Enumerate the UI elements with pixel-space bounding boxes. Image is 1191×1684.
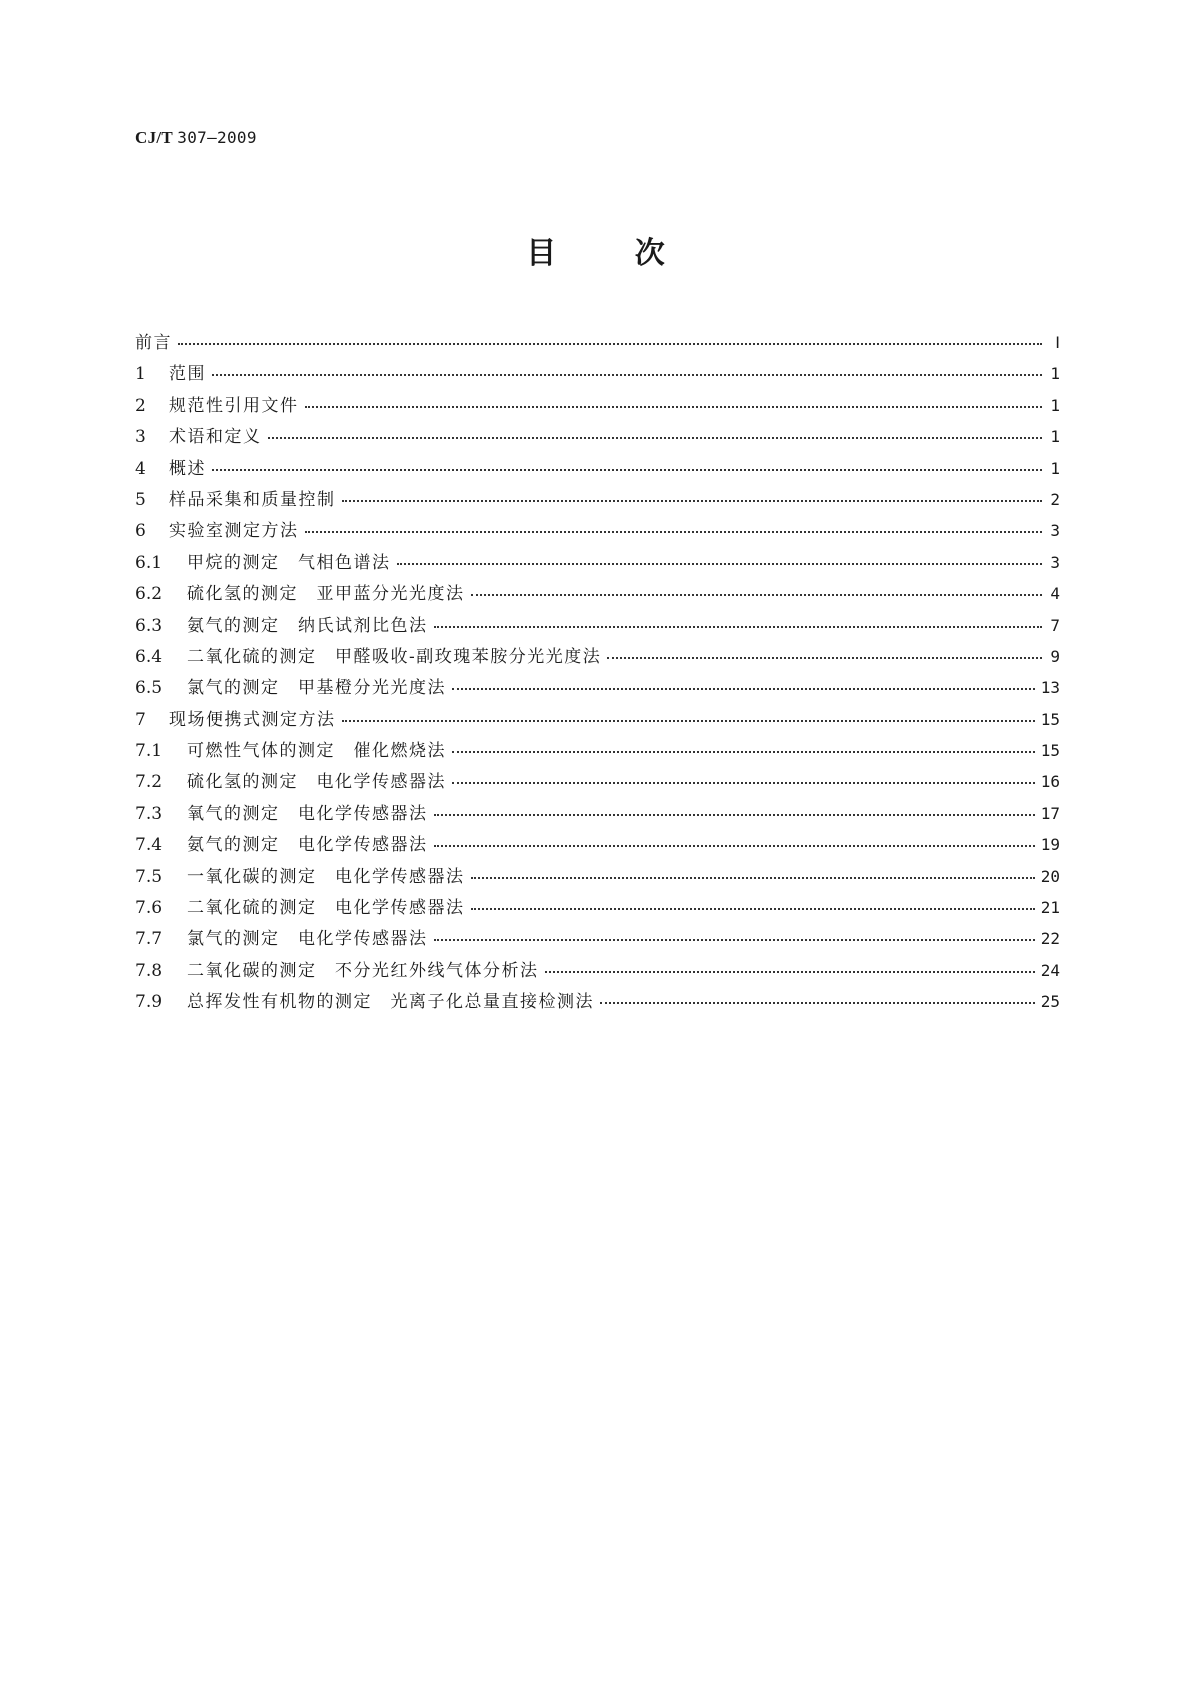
- toc-entry-number: 6.5: [135, 678, 163, 699]
- toc-entry-title: 二氧化硫的测定 甲醛吸收-副玫瑰苯胺分光光度法: [187, 646, 602, 667]
- toc-entry-number: 7.5: [135, 866, 163, 887]
- toc-entry[interactable]: [135, 548, 1060, 579]
- toc-leader-dots: [600, 1001, 1035, 1004]
- toc-entry-number: 1: [135, 364, 146, 385]
- toc-entry-title: 硫化氢的测定 亚甲蓝分光光度法: [187, 584, 465, 605]
- toc-entry[interactable]: [135, 799, 1060, 830]
- toc-leader-dots: [178, 342, 1042, 345]
- toc-entry[interactable]: [135, 359, 1060, 390]
- toc-entry-title: 规范性引用文件: [169, 395, 299, 416]
- toc-entry-title: 术语和定义: [169, 427, 262, 448]
- toc-entry-page: Ⅰ: [1055, 333, 1060, 352]
- toc-entry[interactable]: [135, 516, 1060, 547]
- toc-entry-number: 6.3: [135, 615, 163, 636]
- toc-entry[interactable]: [135, 485, 1060, 516]
- toc-leader-dots: [342, 499, 1043, 502]
- toc-entry[interactable]: [135, 893, 1060, 924]
- toc-leader-dots: [434, 625, 1043, 628]
- toc-entry-title: 现场便携式测定方法: [169, 709, 336, 730]
- toc-entry-number: 7: [135, 709, 146, 730]
- toc-entry-number: 7.2: [135, 772, 163, 793]
- toc-entry-page: 21: [1040, 898, 1060, 918]
- toc-entry-title: 概述: [169, 458, 206, 479]
- toc-entry-page: 25: [1040, 992, 1060, 1012]
- toc-entry-title: 硫化氢的测定 电化学传感器法: [187, 772, 446, 793]
- toc-leader-dots: [434, 938, 1035, 941]
- toc-entry-number: 4: [135, 458, 146, 479]
- toc-entry-page: 3: [1050, 552, 1060, 572]
- toc-entry-page: 1: [1050, 395, 1060, 415]
- toc-entry-title: 氧气的测定 电化学传感器法: [187, 803, 428, 824]
- toc-entry-title: 一氧化碳的测定 电化学传感器法: [187, 866, 465, 887]
- standard-code-number: 307—2009: [177, 128, 257, 147]
- toc-leader-dots: [452, 687, 1035, 690]
- toc-entry-number: 3: [135, 427, 146, 448]
- toc-entry-page: 9: [1050, 646, 1060, 666]
- toc-leader-dots: [452, 781, 1035, 784]
- toc-entry-title: 甲烷的测定 气相色谱法: [187, 552, 391, 573]
- toc-entry-title: 范围: [169, 364, 206, 385]
- toc-leader-dots: [434, 844, 1035, 847]
- toc-leader-dots: [434, 813, 1035, 816]
- toc-entry-title: 可燃性气体的测定 催化燃烧法: [187, 741, 446, 762]
- toc-entry[interactable]: [135, 705, 1060, 736]
- toc-entry-page: 4: [1050, 584, 1060, 604]
- toc-entry-title: 二氧化碳的测定 不分光红外线气体分析法: [187, 960, 539, 981]
- toc-leader-dots: [305, 530, 1043, 533]
- standard-code: [135, 128, 257, 148]
- toc-entry-title: 氨气的测定 电化学传感器法: [187, 835, 428, 856]
- toc-entry-page: 17: [1040, 803, 1060, 823]
- toc-entry-title: 氯气的测定 电化学传感器法: [187, 929, 428, 950]
- toc-entry[interactable]: [135, 454, 1060, 485]
- toc-entry[interactable]: [135, 391, 1060, 422]
- toc-entry[interactable]: [135, 642, 1060, 673]
- toc-leader-dots: [212, 468, 1042, 471]
- toc-entry[interactable]: [135, 956, 1060, 987]
- toc-entry-title: 氨气的测定 纳氏试剂比色法: [187, 615, 428, 636]
- toc-entry-number: 5: [135, 489, 146, 510]
- toc-entry-page: 22: [1040, 929, 1060, 949]
- toc-entry-page: 1: [1050, 364, 1060, 384]
- toc-entry[interactable]: [135, 830, 1060, 861]
- toc-entry-page: 20: [1040, 866, 1060, 886]
- standard-code-prefix: CJ/T: [135, 128, 173, 147]
- toc-entry[interactable]: [135, 422, 1060, 453]
- toc-leader-dots: [268, 436, 1043, 439]
- toc-entry-number: 7.1: [135, 741, 163, 762]
- toc-entry-page: 19: [1040, 835, 1060, 855]
- toc-leader-dots: [471, 593, 1043, 596]
- toc-entry-title: 氯气的测定 甲基橙分光光度法: [187, 678, 446, 699]
- toc-leader-dots: [471, 876, 1035, 879]
- toc-leader-dots: [452, 750, 1035, 753]
- toc-title-char-1: 目: [526, 236, 557, 271]
- toc-leader-dots: [305, 405, 1043, 408]
- toc-entry[interactable]: [135, 987, 1060, 1018]
- toc-entry-page: 7: [1050, 615, 1060, 635]
- toc-entry-number: 7.9: [135, 992, 163, 1013]
- toc-entry-page: 13: [1040, 678, 1060, 698]
- toc-entry-title: 实验室测定方法: [169, 521, 299, 542]
- toc-entry[interactable]: [135, 924, 1060, 955]
- table-of-contents: [135, 328, 1060, 1019]
- toc-entry-title: 样品采集和质量控制: [169, 489, 336, 510]
- toc-entry[interactable]: [135, 611, 1060, 642]
- toc-leader-dots: [545, 970, 1035, 973]
- toc-entry-page: 15: [1040, 741, 1060, 761]
- toc-entry-number: 6.1: [135, 552, 163, 573]
- toc-entry-number: 7.4: [135, 835, 163, 856]
- toc-entry-number: 7.7: [135, 929, 163, 950]
- toc-entry-number: 7.3: [135, 803, 163, 824]
- toc-title: [0, 228, 1191, 272]
- toc-entry-number: 7.6: [135, 898, 163, 919]
- toc-entry[interactable]: [135, 767, 1060, 798]
- toc-entry-page: 16: [1040, 772, 1060, 792]
- toc-entry-title: 总挥发性有机物的测定 光离子化总量直接检测法: [187, 992, 594, 1013]
- toc-leader-dots: [342, 719, 1035, 722]
- toc-entry-title: 二氧化硫的测定 电化学传感器法: [187, 898, 465, 919]
- toc-entry-number: 6.4: [135, 646, 163, 667]
- toc-entry[interactable]: [135, 328, 1060, 359]
- toc-entry[interactable]: [135, 736, 1060, 767]
- toc-leader-dots: [397, 562, 1043, 565]
- toc-entry[interactable]: [135, 862, 1060, 893]
- toc-entry-number: 6: [135, 521, 146, 542]
- toc-entry-page: 3: [1050, 521, 1060, 541]
- toc-entry-number: 6.2: [135, 584, 163, 605]
- toc-entry-page: 1: [1050, 427, 1060, 447]
- toc-entry-page: 1: [1050, 458, 1060, 478]
- toc-entry-number: 7.8: [135, 960, 163, 981]
- toc-entry-page: 2: [1050, 489, 1060, 509]
- toc-entry-title: 前言: [135, 333, 172, 353]
- toc-entry[interactable]: [135, 673, 1060, 704]
- toc-leader-dots: [471, 907, 1035, 910]
- toc-leader-dots: [607, 656, 1042, 659]
- toc-entry-number: 2: [135, 395, 146, 416]
- toc-entry[interactable]: [135, 579, 1060, 610]
- toc-title-char-2: 次: [634, 236, 665, 271]
- toc-entry-page: 24: [1040, 960, 1060, 980]
- toc-entry-page: 15: [1040, 709, 1060, 729]
- toc-leader-dots: [212, 373, 1042, 376]
